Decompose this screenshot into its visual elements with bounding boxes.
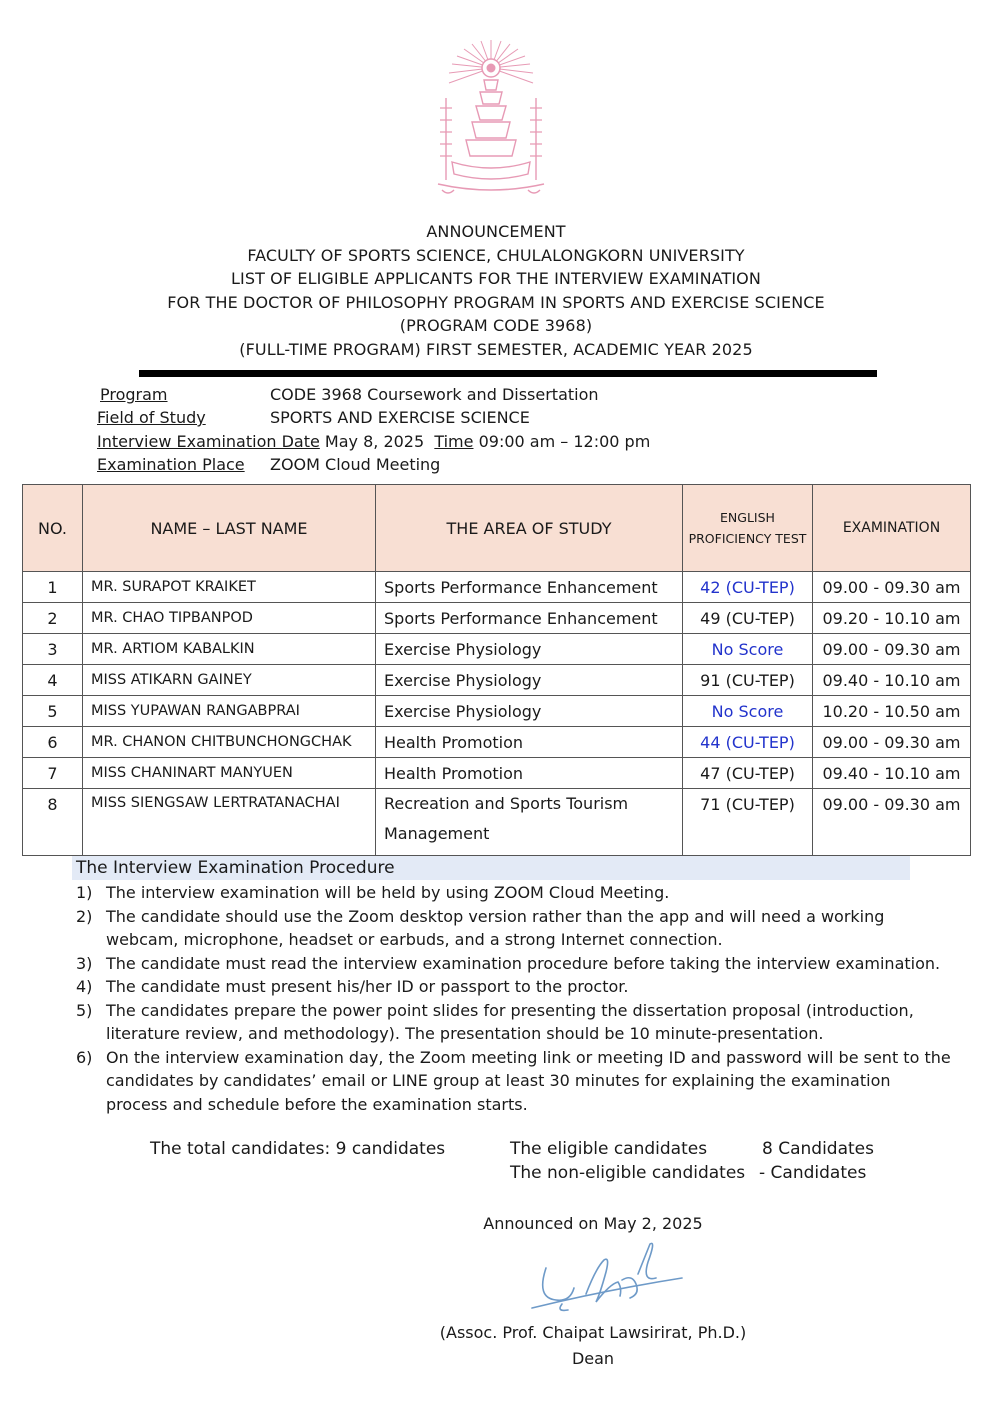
cell-area: Exercise Physiology (376, 665, 683, 696)
field-label: Field of Study (97, 408, 206, 427)
cell-exam-time: 09.00 - 09.30 am (813, 727, 971, 758)
procedure-title: The Interview Examination Procedure (72, 856, 910, 880)
table-row (23, 789, 971, 856)
eligible-label: The eligible candidates (510, 1139, 708, 1159)
header-no: NO. (23, 485, 83, 572)
cell-english-score: 42 (CU-TEP) (683, 572, 813, 603)
cell-no: 6 (23, 727, 83, 758)
cell-name: MISS YUPAWAN RANGABPRAI (83, 696, 376, 727)
program-value: CODE 3968 Coursework and Dissertation (270, 385, 599, 404)
cell-name: MISS SIENGSAW LERTRATANACHAI (83, 789, 376, 856)
cell-exam-time: 09.40 - 10.10 am (813, 758, 971, 789)
university-emblem-icon (432, 38, 550, 198)
table-row (23, 603, 971, 634)
procedure-text: The candidate must read the interview examination procedure before taking the interview examination. (106, 953, 941, 973)
time-label: Time (434, 432, 474, 451)
title-divider (139, 370, 877, 377)
cell-name: MR. CHANON CHITBUNCHONGCHAK (83, 727, 376, 758)
title-line: FOR THE DOCTOR OF PHILOSOPHY PROGRAM IN SPORTS AND EXERCISE SCIENCE (167, 292, 825, 312)
cell-exam-time: 09.00 - 09.30 am (813, 572, 971, 603)
cell-area: Health Promotion (376, 727, 683, 758)
cell-exam-time: 09.20 - 10.10 am (813, 603, 971, 634)
cell-area: Sports Performance Enhancement (376, 572, 683, 603)
cell-area: Health Promotion (376, 758, 683, 789)
title-line: FACULTY OF SPORTS SCIENCE, CHULALONGKORN UNIVERSITY (247, 245, 745, 265)
procedure-number: 2) (76, 906, 93, 926)
cell-english-score: 71 (CU-TEP) (683, 789, 813, 856)
table-header-row (23, 485, 971, 572)
cell-english-score: No Score (683, 696, 813, 727)
procedure-number: 5) (76, 1000, 93, 1020)
total-candidates: The total candidates: 9 candidates (150, 1139, 446, 1159)
procedure-item (76, 881, 956, 905)
cell-english-score: 44 (CU-TEP) (683, 727, 813, 758)
cell-english-score: 49 (CU-TEP) (683, 603, 813, 634)
cell-no: 5 (23, 696, 83, 727)
procedure-number: 4) (76, 977, 93, 996)
noneligible-label: The non-eligible candidates (510, 1163, 746, 1183)
procedure-item (76, 1046, 956, 1117)
cell-exam-time: 09.40 - 10.10 am (813, 665, 971, 696)
place-value: ZOOM Cloud Meeting (270, 455, 441, 474)
cell-no: 7 (23, 758, 83, 789)
header-name: NAME – LAST NAME (83, 485, 376, 572)
table-row (23, 696, 971, 727)
procedure-item (76, 905, 956, 952)
table-row (23, 665, 971, 696)
cell-no: 3 (23, 634, 83, 665)
cell-no: 2 (23, 603, 83, 634)
cell-name: MR. CHAO TIPBANPOD (83, 603, 376, 634)
cell-name: MISS ATIKARN GAINEY (83, 665, 376, 696)
header-english: ENGLISH PROFICIENCY TEST (683, 485, 813, 572)
cell-exam-time: 10.20 - 10.50 am (813, 696, 971, 727)
title-line: ANNOUNCEMENT (426, 222, 566, 241)
cell-english-score: 91 (CU-TEP) (683, 665, 813, 696)
title-line: (FULL-TIME PROGRAM) FIRST SEMESTER, ACADEMIC YEAR 2025 (239, 339, 753, 359)
procedure-number: 1) (76, 883, 93, 902)
cell-name: MR. ARTIOM KABALKIN (83, 634, 376, 665)
table-row (23, 727, 971, 758)
cell-name: MISS CHANINART MANYUEN (83, 758, 376, 789)
procedure-text: The candidate must present his/her ID or passport to the proctor. (106, 977, 629, 996)
time-value: 09:00 am – 12:00 pm (478, 432, 651, 451)
cell-english-score: No Score (683, 634, 813, 665)
field-value: SPORTS AND EXERCISE SCIENCE (270, 408, 530, 427)
cell-area: Exercise Physiology (376, 634, 683, 665)
cell-english-score: 47 (CU-TEP) (683, 758, 813, 789)
place-label: Examination Place (97, 455, 245, 474)
signer-position: Dean (571, 1349, 615, 1368)
procedure-item (76, 975, 956, 999)
procedure-number: 3) (76, 953, 93, 973)
cell-no: 8 (23, 789, 83, 856)
eligible-value: 8 Candidates (762, 1139, 874, 1159)
cell-area: Exercise Physiology (376, 696, 683, 727)
candidates-table (22, 484, 971, 856)
cell-area: Recreation and Sports Tourism Management (376, 789, 683, 856)
cell-no: 1 (23, 572, 83, 603)
noneligible-value: - Candidates (759, 1163, 867, 1183)
announcement-title (0, 220, 992, 361)
title-line: LIST OF ELIGIBLE APPLICANTS FOR THE INTERVIEW EXAMINATION (231, 269, 761, 288)
procedure-text: On the interview examination day, the Zoom meeting link or meeting ID and password will be sent to the candidates by candidates’ email or LINE group at least 30 minutes for explaining the examination process and schedule before the examination starts. (106, 1047, 951, 1114)
program-label: Program (100, 385, 168, 404)
header-area: THE AREA OF STUDY (376, 485, 683, 572)
procedure-number: 6) (76, 1047, 93, 1067)
procedure-item (76, 952, 956, 976)
procedure-list (76, 881, 956, 1116)
cell-area: Sports Performance Enhancement (376, 603, 683, 634)
cell-exam-time: 09.00 - 09.30 am (813, 634, 971, 665)
announced-date: Announced on May 2, 2025 (483, 1214, 703, 1233)
date-label: Interview Examination Date (97, 432, 320, 451)
procedure-text: The candidate should use the Zoom desktop version rather than the app and will need a working webcam, microphone, headset or earbuds, and a strong Internet connection. (106, 906, 885, 949)
signer-name: (Assoc. Prof. Chaipat Lawsirirat, Ph.D.) (439, 1323, 747, 1342)
procedure-text: The candidates prepare the power point slides for presenting the dissertation proposal (introduction, literature review, and methodology). The presentation should be 10 minute-presentation. (106, 1000, 914, 1043)
cell-exam-time: 09.00 - 09.30 am (813, 789, 971, 856)
table-row (23, 634, 971, 665)
procedure-text: The interview examination will be held by using ZOOM Cloud Meeting. (106, 883, 670, 902)
cell-name: MR. SURAPOT KRAIKET (83, 572, 376, 603)
table-row (23, 758, 971, 789)
procedure-item (76, 999, 956, 1046)
title-line: (PROGRAM CODE 3968) (399, 316, 593, 335)
date-value: May 8, 2025 (324, 432, 425, 451)
interview-date-row (97, 432, 650, 452)
header-exam: EXAMINATION (813, 485, 971, 572)
cell-no: 4 (23, 665, 83, 696)
dean-signature-icon (526, 1238, 686, 1318)
table-row (23, 572, 971, 603)
